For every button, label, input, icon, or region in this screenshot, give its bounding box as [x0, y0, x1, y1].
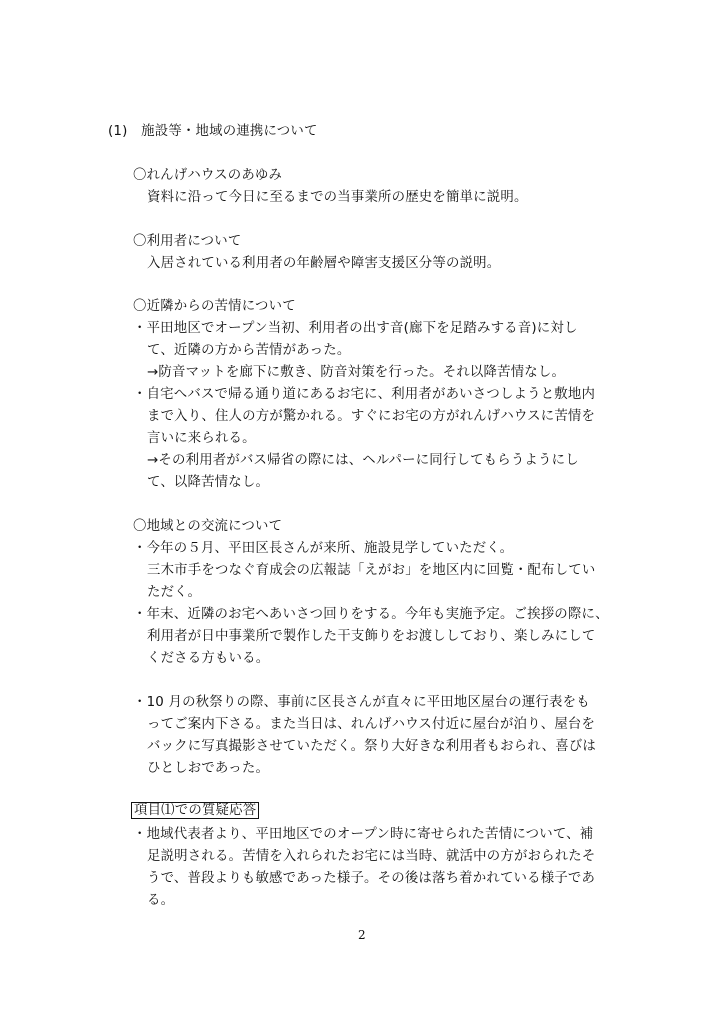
page-number: 2	[358, 928, 366, 942]
section-heading: (1) 施設等・地域の連携について	[108, 124, 318, 139]
body-line: ・今年の５月、平田区長さんが来所、施設見学していただく。	[133, 541, 514, 556]
body-line: る。	[147, 893, 175, 908]
body-line: →防音マットを廊下に敷き、防音対策を行った。それ以降苦情なし。	[147, 365, 566, 380]
body-line: ・自宅へバスで帰る通り道にあるお宅に、利用者があいさつしようと敷地内	[133, 387, 596, 402]
body-line: くださる方もいる。	[147, 651, 270, 666]
body-line: て、近隣の方から苦情があった。	[147, 343, 351, 358]
body-line: ただく。	[147, 585, 202, 600]
body-line: ひとしおであった。	[147, 761, 270, 776]
body-line: ・平田地区でオープン当初、利用者の出す音(廊下を足踏みする音)に対し	[133, 321, 578, 336]
body-line: 資料に沿って今日に至るまでの当事業所の歴史を簡単に説明。	[147, 190, 528, 205]
subsection-title: 〇近隣からの苦情について	[133, 299, 296, 314]
body-line: ・地域代表者より、平田地区でのオープン時に寄せられた苦情について、補	[133, 827, 594, 842]
body-line: ってご案内下さる。また当日は、れんげハウス付近に屋台が泊り、屋台を	[147, 717, 596, 732]
subsection-title: 〇利用者について	[133, 234, 242, 249]
body-line: 足説明される。苦情を入れられたお宅には当時、就活中の方がおられたそ	[147, 849, 596, 864]
qa-title-box	[131, 802, 259, 820]
body-line: まで入り、住人の方が驚かれる。すぐにお宅の方がれんげハウスに苦情を	[147, 409, 596, 424]
body-line: ・年末、近隣のお宅へあいさつ回りをする。今年も実施予定。ご挨拶の際に、	[133, 607, 609, 622]
body-line: ・10 月の秋祭りの際、事前に区長さんが直々に平田地区屋台の運行表をも	[133, 695, 590, 710]
body-line: 三木市手をつなぐ育成会の広報誌「えがお」を地区内に回覧・配布してい	[147, 563, 596, 578]
body-line: て、以降苦情なし。	[147, 475, 270, 490]
body-line: バックに写真撮影させていただく。祭り大好きな利用者もおられ、喜びは	[147, 739, 597, 754]
body-line: 言いに来られる。	[147, 431, 256, 446]
subsection-title: 〇れんげハウスのあゆみ	[133, 168, 283, 183]
subsection-title: 〇地域との交流について	[133, 519, 283, 534]
body-line: 入居されている利用者の年齢層や障害支援区分等の説明。	[147, 256, 501, 271]
qa-title: 項目⑴での質疑応答	[131, 802, 259, 819]
body-line: →その利用者がバス帰省の際には、ヘルパーに同行してもらうようにし	[147, 453, 579, 468]
body-line: うで、普段よりも敏感であった様子。その後は落ち着かれている様子であ	[147, 871, 596, 886]
body-line: 利用者が日中事業所で製作した干支飾りをお渡ししており、楽しみにして	[147, 629, 596, 644]
